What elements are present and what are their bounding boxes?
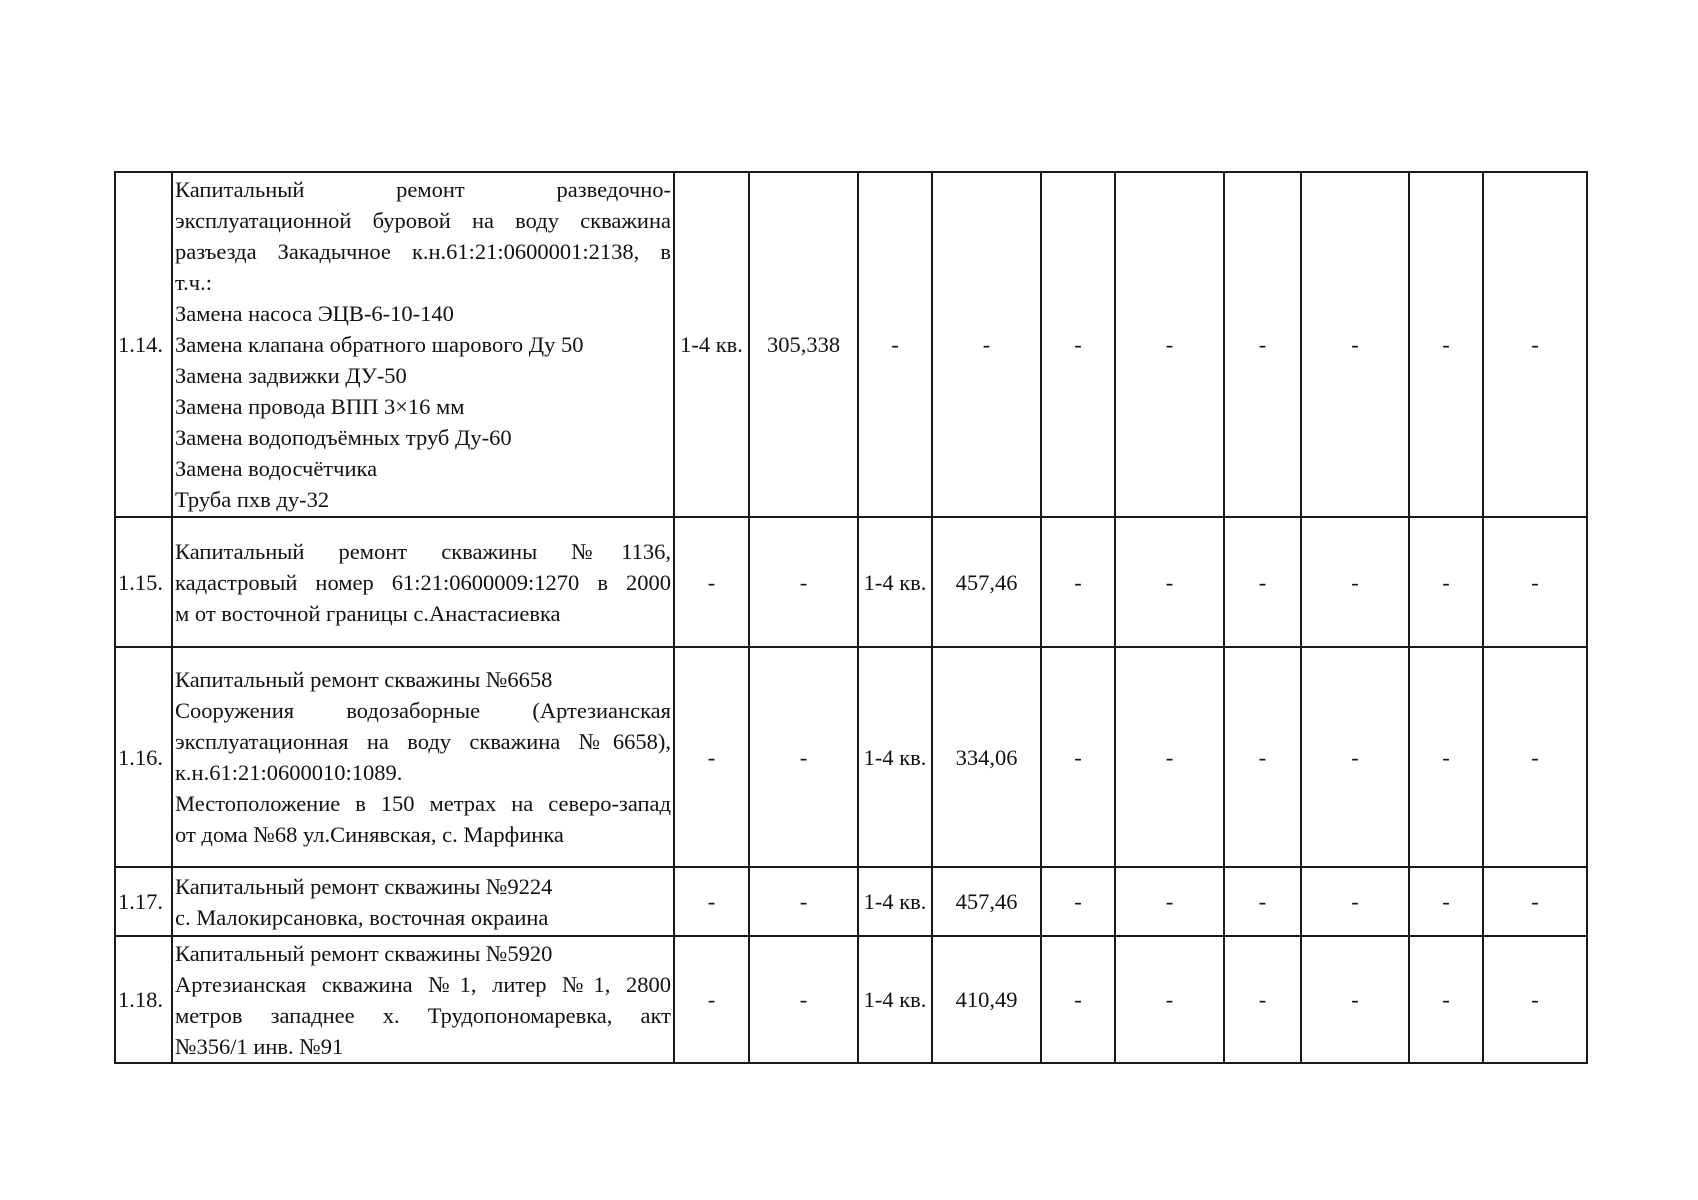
col11-cell — [1409, 517, 1483, 647]
col7-cell — [1041, 647, 1115, 867]
cell-value: - — [1351, 889, 1359, 914]
description-line: Замена водоподъёмных труб Ду-60 — [175, 425, 512, 450]
work-description — [172, 517, 674, 647]
cell-value: - — [1531, 569, 1539, 595]
description-line: Артезианская скважина №1, литер №1, 2800 — [175, 971, 671, 997]
col12-cell — [1483, 172, 1587, 517]
col12-cell — [1483, 517, 1587, 647]
description-line: м от восточной границы с.Анастасиевка — [175, 600, 561, 626]
col5-cell — [858, 517, 932, 647]
cell-value: - — [707, 569, 716, 595]
cell-value: 305,338 — [766, 332, 841, 357]
cell-value: - — [1258, 332, 1267, 357]
description-line: т.ч.: — [175, 270, 212, 295]
col5-cell — [858, 647, 932, 867]
cell-value: - — [1074, 744, 1082, 770]
cell-value: - — [1165, 987, 1174, 1012]
cell-value: - — [1258, 987, 1267, 1012]
cell-value: - — [1351, 744, 1359, 770]
col6-cell — [932, 517, 1041, 647]
description-line: Замена насоса ЭЦВ-6-10-140 — [175, 301, 454, 326]
col8-cell — [1115, 172, 1224, 517]
cell-value: - — [1442, 569, 1450, 595]
cell-value: - — [707, 744, 716, 770]
col3-cell — [674, 647, 749, 867]
description-line: эксплуатационная на воду скважина №6658), — [175, 729, 671, 754]
col7-cell — [1041, 867, 1115, 936]
cell-value: - — [1531, 987, 1539, 1012]
col12-cell — [1483, 867, 1587, 936]
cell-value: 334,06 — [955, 744, 1018, 770]
col9-cell — [1224, 517, 1301, 647]
description-line: эксплуатационной буровой на воду скважина — [175, 208, 671, 233]
row-number: 1.18. — [115, 936, 172, 1063]
col10-cell — [1301, 867, 1409, 936]
cell-value: - — [1258, 744, 1267, 770]
cell-value: - — [1351, 569, 1359, 595]
col4-cell — [749, 867, 858, 936]
cell-value: - — [1531, 744, 1539, 770]
table-row — [115, 867, 1587, 936]
col9-cell — [1224, 172, 1301, 517]
cell-value: 457,46 — [955, 889, 1018, 914]
table-row — [115, 936, 1587, 1063]
cell-value: 1-4 кв. — [863, 889, 927, 914]
col6-cell — [932, 867, 1041, 936]
col7-cell — [1041, 517, 1115, 647]
col3-cell — [674, 867, 749, 936]
cell-value: 457,46 — [955, 569, 1018, 595]
cell-value: 1-4 кв. — [863, 987, 927, 1012]
cell-value: - — [1351, 332, 1359, 357]
cell-value: - — [1165, 744, 1174, 770]
cell-value: - — [1074, 889, 1082, 914]
description-line: Капитальный ремонт скважины №9224 — [175, 873, 553, 899]
cell-value: - — [1442, 332, 1450, 357]
col9-cell — [1224, 936, 1301, 1063]
work-description — [172, 867, 674, 936]
col10-cell — [1301, 936, 1409, 1063]
description-line: к.н.61:21:0600010:1089. — [175, 760, 403, 785]
cell-value: - — [1258, 889, 1267, 914]
description-line: Капитальный ремонт скважины №6658 — [175, 667, 553, 692]
cell-value: - — [1074, 987, 1082, 1012]
description-line: Замена провода ВПП 3×16 мм — [175, 394, 465, 419]
cell-value: 1-4 кв. — [680, 332, 743, 357]
description-line: Труба пхв ду-32 — [175, 487, 330, 512]
cell-value: - — [1165, 889, 1174, 914]
col10-cell — [1301, 647, 1409, 867]
col5-cell — [858, 867, 932, 936]
description-line: Капитальный ремонт скважины №1136, — [175, 538, 671, 564]
description-line: Замена клапана обратного шарового Ду 50 — [175, 332, 584, 357]
works-table — [114, 171, 1588, 1064]
cell-value: - — [1351, 987, 1359, 1012]
col3-cell — [674, 936, 749, 1063]
col11-cell — [1409, 647, 1483, 867]
col10-cell — [1301, 172, 1409, 517]
col7-cell — [1041, 936, 1115, 1063]
description-line: Капитальный ремонт разведочно- — [175, 177, 671, 202]
row-number: 1.16. — [115, 647, 172, 867]
work-description — [172, 936, 674, 1063]
cell-value: 1-4 кв. — [863, 744, 927, 770]
col4-cell — [749, 517, 858, 647]
cell-value: 410,49 — [955, 987, 1018, 1012]
col3-cell — [674, 517, 749, 647]
col11-cell — [1409, 867, 1483, 936]
col10-cell — [1301, 517, 1409, 647]
cell-value: - — [1442, 744, 1450, 770]
description-line: №356/1 инв. №91 — [175, 1033, 344, 1059]
col9-cell — [1224, 867, 1301, 936]
col8-cell — [1115, 936, 1224, 1063]
col9-cell — [1224, 647, 1301, 867]
col6-cell — [932, 172, 1041, 517]
cell-value: - — [1165, 332, 1174, 357]
col11-cell — [1409, 172, 1483, 517]
description-line: с. Малокирсановка, восточная окраина — [175, 904, 549, 930]
cell-value: - — [707, 889, 716, 914]
col8-cell — [1115, 867, 1224, 936]
cell-value: - — [1531, 332, 1539, 357]
description-line: Замена задвижки ДУ-50 — [175, 363, 407, 388]
table-row — [115, 517, 1587, 647]
description-line: метров западнее х. Трудопономаревка, акт — [175, 1002, 671, 1028]
cell-value: - — [707, 987, 716, 1012]
cell-value: 1-4 кв. — [863, 569, 927, 595]
work-description — [172, 647, 674, 867]
description-line: разъезда Закадычное к.н.61:21:0600001:2138, в — [175, 239, 671, 264]
table-row — [115, 647, 1587, 867]
cell-value: - — [799, 744, 808, 770]
cell-value: - — [1258, 569, 1267, 595]
row-number: 1.17. — [115, 867, 172, 936]
cell-value: - — [891, 332, 899, 357]
col3-cell — [674, 172, 749, 517]
description-line: кадастровый номер 61:21:0600009:1270 в 2000 — [175, 569, 671, 595]
col7-cell — [1041, 172, 1115, 517]
description-line: Замена водосчётчика — [175, 456, 378, 481]
cell-value: - — [1442, 987, 1450, 1012]
col4-cell — [749, 647, 858, 867]
col8-cell — [1115, 647, 1224, 867]
row-number: 1.15. — [115, 517, 172, 647]
col4-cell — [749, 936, 858, 1063]
col12-cell — [1483, 936, 1587, 1063]
col12-cell — [1483, 647, 1587, 867]
col6-cell — [932, 936, 1041, 1063]
description-line: от дома №68 ул.Синявская, с. Марфинка — [175, 822, 564, 847]
cell-value: - — [982, 332, 991, 357]
col5-cell — [858, 172, 932, 517]
row-number: 1.14. — [115, 172, 172, 517]
cell-value: - — [1531, 889, 1539, 914]
description-line: Местоположение в 150 метрах на северо-запад — [175, 791, 671, 816]
description-line: Капитальный ремонт скважины №5920 — [175, 940, 553, 966]
table-row — [115, 172, 1587, 517]
cell-value: - — [1442, 889, 1450, 914]
description-line: Сооружения водозаборные (Артезианская — [175, 698, 671, 723]
col4-cell — [749, 172, 858, 517]
work-description — [172, 172, 674, 517]
cell-value: - — [799, 889, 808, 914]
cell-value: - — [799, 569, 808, 595]
col5-cell — [858, 936, 932, 1063]
cell-value: - — [1074, 332, 1082, 357]
cell-value: - — [1165, 569, 1174, 595]
cell-value: - — [799, 987, 808, 1012]
col8-cell — [1115, 517, 1224, 647]
col11-cell — [1409, 936, 1483, 1063]
table-body — [115, 172, 1587, 1063]
col6-cell — [932, 647, 1041, 867]
cell-value: - — [1074, 569, 1082, 595]
